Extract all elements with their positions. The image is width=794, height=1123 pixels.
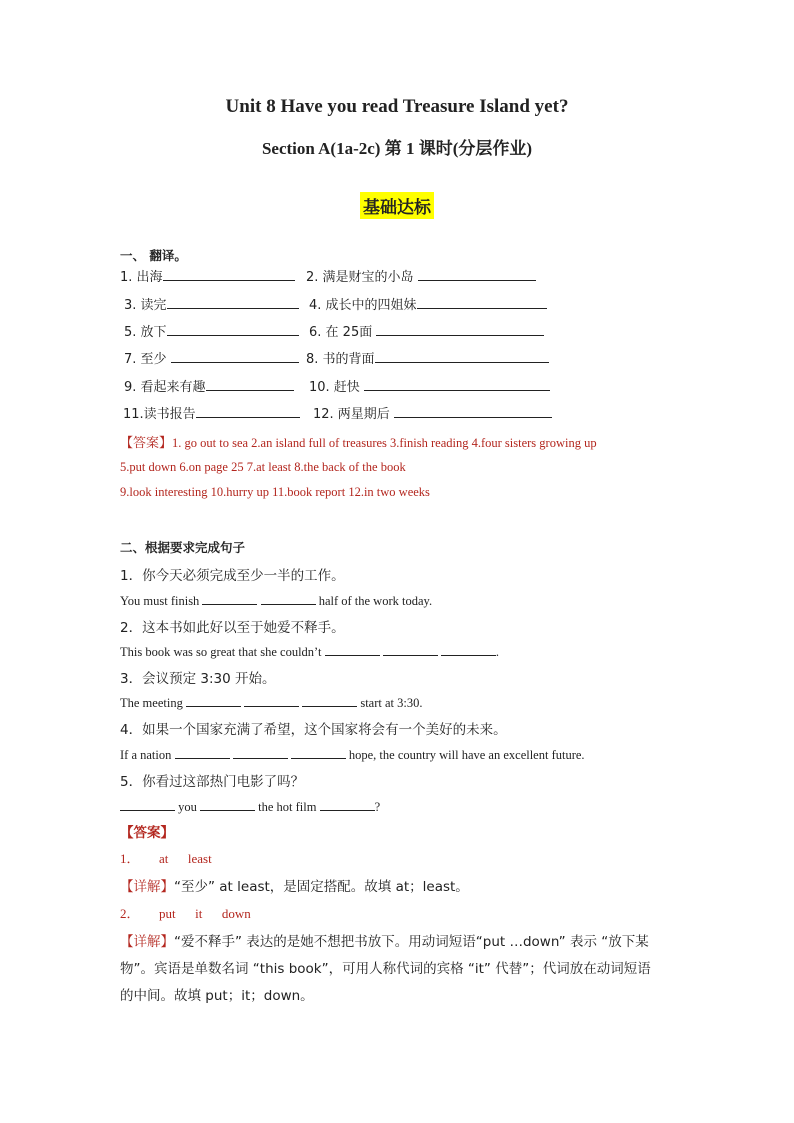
answer-blank — [186, 693, 241, 707]
sentence-text: . — [495, 645, 499, 659]
detail-text: “爱不释手” 表达的是她不想把书放下。用动词短语“put …down” 表示 “放下某 — [174, 934, 649, 950]
detail-text: “至少” at least，是固定搭配。故填 at；least。 — [174, 879, 469, 895]
page-subtitle: Section A(1a-2c) 第 1 课时(分层作业) — [261, 139, 533, 158]
question-2-chinese: 2．这本书如此好以至于她爱不释手。 — [120, 620, 345, 636]
translation-item — [123, 403, 300, 422]
item-label: 9. 看起来有趣 — [124, 380, 206, 395]
item-label: 6. 在 25面 — [309, 325, 373, 340]
answer-blank — [175, 745, 230, 759]
translation-item — [124, 321, 299, 340]
detail-label: 【详解】 — [120, 879, 174, 895]
sentence-text: start at 3:30. — [360, 696, 423, 710]
translation-item — [309, 321, 544, 340]
answer-blank — [418, 267, 536, 281]
part2-heading: 二、根据要求完成句子 — [120, 540, 246, 555]
sentence-text: you — [178, 800, 197, 814]
answer-blank — [417, 295, 547, 309]
question-4-english — [120, 745, 585, 763]
question-5-chinese: 5．你看过这部热门电影了吗？ — [120, 774, 305, 790]
translation-item — [309, 376, 550, 395]
answer-2-detail-line3: 的中间。故填 put；it；down。 — [120, 988, 314, 1004]
sentence-text: This book was so great that she couldn’t — [120, 645, 322, 659]
answer-blank — [302, 693, 357, 707]
answer-2-detail-line1 — [120, 930, 649, 950]
question-4-chinese: 4．如果一个国家充满了希望，这个国家将会有一个美好的未来。 — [120, 722, 507, 738]
item-label: 11.读书报告 — [123, 407, 196, 422]
part1-answers-line3: 9.look interesting 10.hurry up 11.book report 12.in two weeks — [120, 485, 430, 499]
answer-blank — [261, 591, 316, 605]
answer-1: 1． at least — [120, 851, 212, 866]
question-2-english — [120, 642, 499, 660]
item-label: 5. 放下 — [124, 325, 167, 340]
translation-item — [124, 376, 294, 395]
answer-blank — [320, 797, 375, 811]
answer-blank — [233, 745, 288, 759]
item-label: 2. 满是财宝的小岛 — [306, 270, 414, 285]
part1-answers-line2: 5.put down 6.on page 25 7.at least 8.the back of the book — [120, 460, 406, 474]
translation-item — [306, 266, 536, 285]
sentence-text: hope, the country will have an excellent future. — [348, 748, 585, 762]
item-label: 3. 读完 — [124, 298, 167, 313]
answer-blank — [196, 404, 300, 418]
translation-item — [124, 348, 299, 367]
answer-blank — [163, 267, 295, 281]
answer-2: 2． put it down — [120, 906, 251, 921]
sentence-text: ? — [374, 800, 381, 814]
sentence-text: the hot film — [258, 800, 317, 814]
translation-item — [306, 348, 549, 367]
translation-item — [120, 266, 295, 285]
item-label: 7. 至少 — [124, 352, 167, 367]
sentence-text: The meeting — [120, 696, 183, 710]
answer-blank — [167, 295, 299, 309]
sentence-text: If a nation — [120, 748, 172, 762]
answer-blank — [291, 745, 346, 759]
sentence-text: You must finish — [120, 594, 200, 608]
answer-blank — [200, 797, 255, 811]
answer-blank — [206, 377, 294, 391]
question-1-english — [120, 591, 432, 609]
translation-item — [313, 403, 552, 422]
answer-blank — [441, 642, 496, 656]
question-1-chinese: 1．你今天必须完成至少一半的工作。 — [120, 568, 345, 584]
item-label: 10. 赶快 — [309, 380, 360, 395]
sentence-text: half of the work today. — [318, 594, 433, 608]
answer-blank — [171, 349, 299, 363]
question-3-english — [120, 693, 422, 711]
question-5-english — [120, 797, 380, 815]
page-title: Unit 8 Have you read Treasure Island yet? — [225, 96, 569, 117]
answer-label: 【答案】 — [120, 436, 173, 451]
answer-blank — [167, 322, 299, 336]
detail-label: 【详解】 — [120, 934, 174, 950]
level-badge: 基础达标 — [360, 192, 434, 219]
answer-blank — [244, 693, 299, 707]
answer-blank — [383, 642, 438, 656]
answer-blank — [375, 349, 549, 363]
item-label: 4. 成长中的四姐妹 — [309, 298, 417, 313]
answer-blank — [394, 404, 552, 418]
answer-blank — [364, 377, 550, 391]
answer-2-detail-line2: 物”。宾语是单数名词 “this book”，可用人称代词的宾格 “it” 代替”；代词放在动词短语 — [120, 961, 651, 977]
part1-heading: 一、 翻译。 — [120, 248, 187, 263]
translation-item — [124, 294, 299, 313]
answer-blank — [325, 642, 380, 656]
answer-blank — [120, 797, 175, 811]
badge-wrap — [0, 192, 794, 219]
part2-answer-label: 【答案】 — [120, 825, 174, 841]
answer-blank — [376, 322, 544, 336]
answer-1-detail — [120, 875, 469, 895]
answer-blank — [202, 591, 257, 605]
answer-text: 1. go out to sea 2.an island full of treasures 3.finish reading 4.four sisters growing up — [172, 436, 597, 450]
part1-answers-line1 — [120, 432, 597, 451]
item-label: 1. 出海 — [120, 270, 163, 285]
item-label: 8. 书的背面 — [306, 352, 375, 367]
question-3-chinese: 3．会议预定 3:30 开始。 — [120, 671, 276, 687]
item-label: 12. 两星期后 — [313, 407, 390, 422]
translation-item — [309, 294, 547, 313]
